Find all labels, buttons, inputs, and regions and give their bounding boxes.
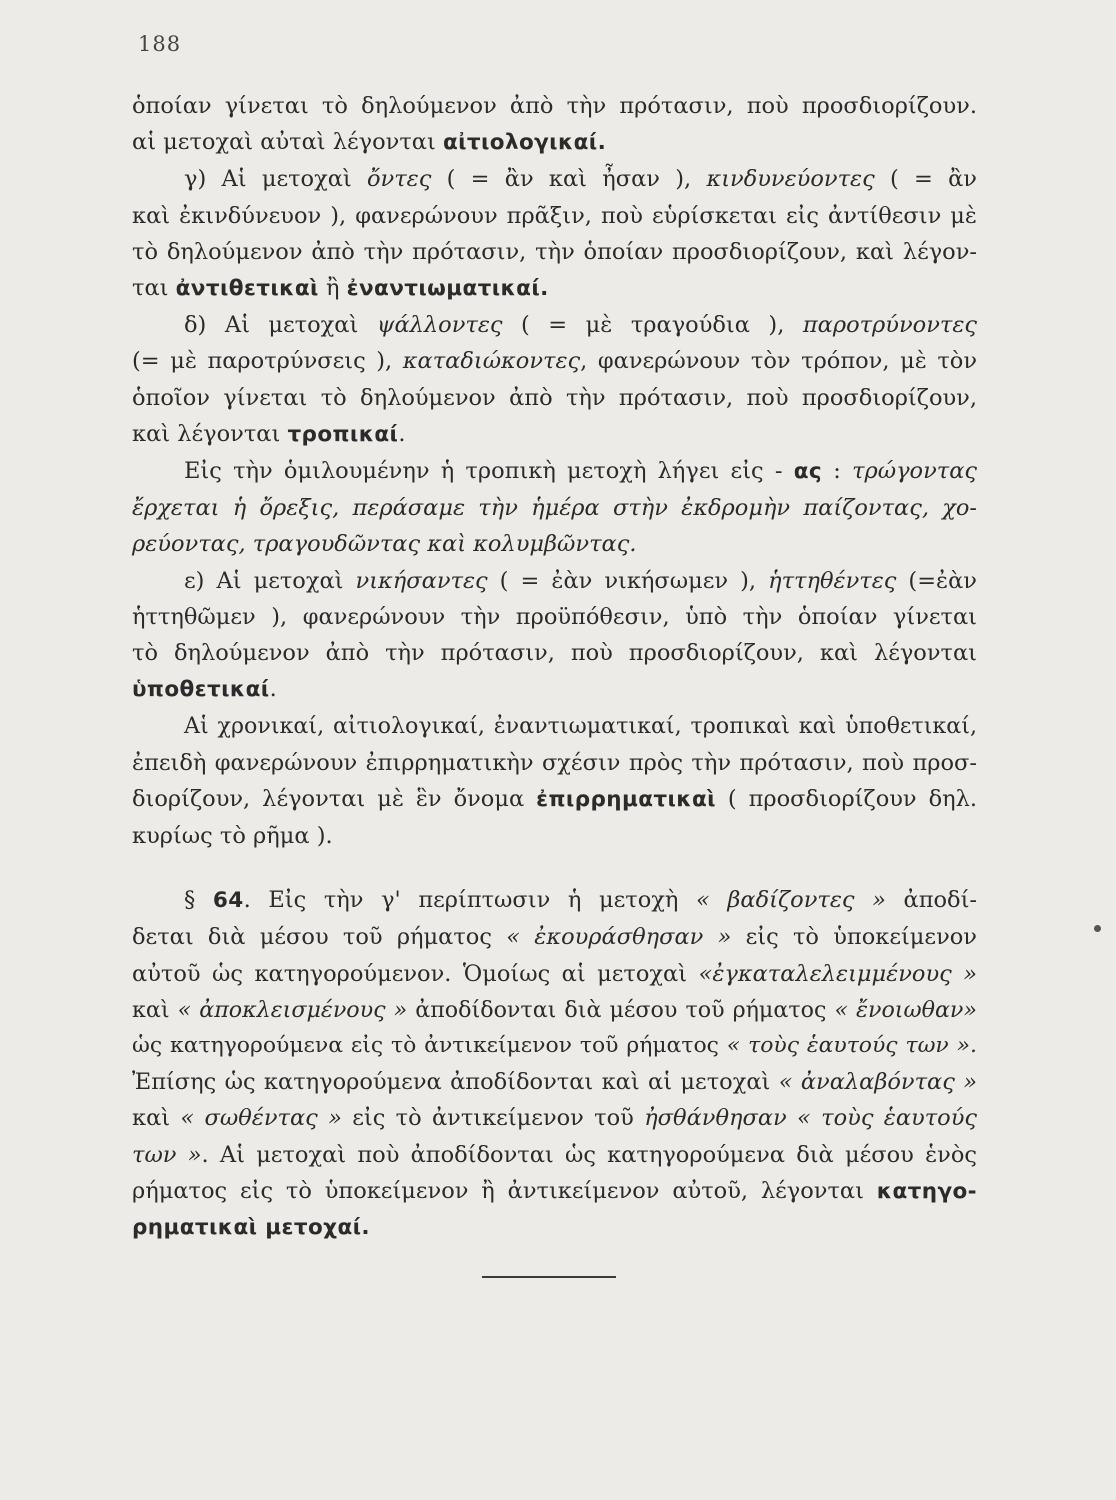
text-line: δεται διὰ μέσου τοῦ ρήματος « ἐκουράσθησαν » εἰς τὸ ὑποκείμενον [132,924,977,951]
text-line: τὸ δηλούμενον ἀπὸ τὴν πρότασιν, ποὺ προσδιορίζουν, καὶ λέγονται [132,640,977,667]
text-line: καὶ λέγονται τροπικαί. [132,420,406,447]
text-line: ε) Αἱ μετοχαὶ νικήσαντες ( = ἐὰν νικήσωμεν ), ἡττηθέντες (=ἐὰν [184,567,977,594]
text-line: δ) Αἱ μετοχαὶ ψάλλοντες ( = μὲ τραγούδια ), παροτρύνοντες [184,312,977,339]
section-number: 64 [212,888,244,914]
text-line: ρεύοντας, τραγουδῶντας καὶ κολυμβῶντας. [132,531,637,558]
text-line: Ἐπίσης ὡς κατηγορούμενα ἀποδίδονται καὶ αἱ μετοχαὶ « ἀναλαβόντας » [132,1069,977,1096]
body-text [132,88,977,1246]
term-bold: τροπικαί [287,421,399,447]
text-line: των ». Αἱ μετοχαὶ ποὺ ἀποδίδονται ὡς κατηγορούμενα διὰ μέσου ἑνὸς [132,1141,977,1168]
text-line: ὁποῖον γίνεται τὸ δηλούμενον ἀπὸ τὴν πρότασιν, ποὺ προσδιορίζουν, [132,384,977,411]
text-line: αὐτοῦ ὡς κατηγορούμενον. Ὁμοίως αἱ μετοχαὶ «ἐγκαταλελειμμένους » [132,960,977,987]
text-line: κυρίως τὸ ρῆμα ). [132,823,333,850]
text-line: καὶ « σωθέντας » εἰς τὸ ἀντικείμενον τοῦ ἠσθάνθησαν « τοὺς ἑαυτούς [132,1105,977,1132]
text-line: ται ἀντιθετικαὶ ἢ ἐναντιωματικαί. [132,275,549,302]
text-line: ρηματικαὶ μετοχαί. [132,1215,370,1241]
page-number: 188 [138,32,182,56]
text-line: Εἰς τὴν ὁμιλουμένην ἡ τροπικὴ μετοχὴ λήγει εἰς - ας : τρώγοντας [184,458,977,485]
ink-speck [1094,925,1101,932]
text-line: καὶ « ἀποκλεισμένους » ἀποδίδονται διὰ μέσου τοῦ ρήματος « ἔνοιωθαν» [132,996,977,1023]
term-bold: ἀντιθετικαὶ [175,276,319,302]
text-line: ὑποθετικαί. [132,676,277,703]
term-bold: κατηγο- [876,1178,977,1204]
term-bold: ἐπιρρηματικαὶ [536,786,716,812]
text-line: τὸ δηλούμενον ἀπὸ τὴν πρότασιν, τὴν ὁποίαν προσδιορίζουν, καὶ λέγον- [132,238,977,265]
term-bold: ἐναντιωματικαί. [346,276,549,302]
section-end-rule [482,1276,616,1278]
term-bold: αἰτιολογικαί. [442,130,607,156]
paragraph-gap [132,854,977,882]
text-line: ἔρχεται ἡ ὄρεξις, περάσαμε τὴν ἡμέρα στὴν ἐκδρομὴν παίζοντας, χο- [132,495,977,522]
text-line: (= μὲ παροτρύνσεις ), καταδιώκοντες, φανερώνουν τὸν τρόπον, μὲ τὸν [132,348,978,375]
text-line: αἱ μετοχαὶ αὐταὶ λέγονται αἰτιολογικαί. [132,129,607,156]
text-line: ἐπειδὴ φανερώνουν ἐπιρρηματικὴν σχέσιν πρὸς τὴν πρότασιν, ποὺ προσ- [132,749,977,776]
text-line: καὶ ἐκινδύνευον ), φανερώνουν πρᾶξιν, ποὺ εὑρίσκεται εἰς ἀντίθεσιν μὲ [132,202,977,229]
text-line: ἡττηθῶμεν ), φανερώνουν τὴν προϋπόθεσιν, ὑπὸ τὴν ὁποίαν γίνεται [132,603,977,630]
term-bold: ὑποθετικαί [132,677,270,703]
text-line: ὡς κατηγορούμενα εἰς τὸ ἀντικείμενον τοῦ ρήματος « τοὺς ἑαυτούς των ». [132,1033,977,1059]
text-line: γ) Αἱ μετοχαὶ ὄντες ( = ἂν καὶ ἦσαν ), κινδυνεύοντες ( = ἂν [184,166,977,193]
text-line: διορίζουν, λέγονται μὲ ἓν ὄνομα ἐπιρρηματικαὶ ( προσδιορίζουν δηλ. [132,785,978,812]
text-line: § 64. Εἰς τὴν γ' περίπτωσιν ἡ μετοχὴ « βαδίζοντες » ἀποδί- [184,887,978,914]
term-bold: ας [793,459,823,485]
text-line: ρήματος εἰς τὸ ὑποκείμενον ἢ ἀντικείμενον αὐτοῦ, λέγονται κατηγο- [132,1177,977,1204]
text-line: ὁποίαν γίνεται τὸ δηλούμενον ἀπὸ τὴν πρότασιν, ποὺ προσδιορίζουν. [132,93,977,119]
text-line: Αἱ χρονικαί, αἰτιολογικαί, ἐναντιωματικαί, τροπικαὶ καὶ ὑποθετικαί, [184,713,977,740]
